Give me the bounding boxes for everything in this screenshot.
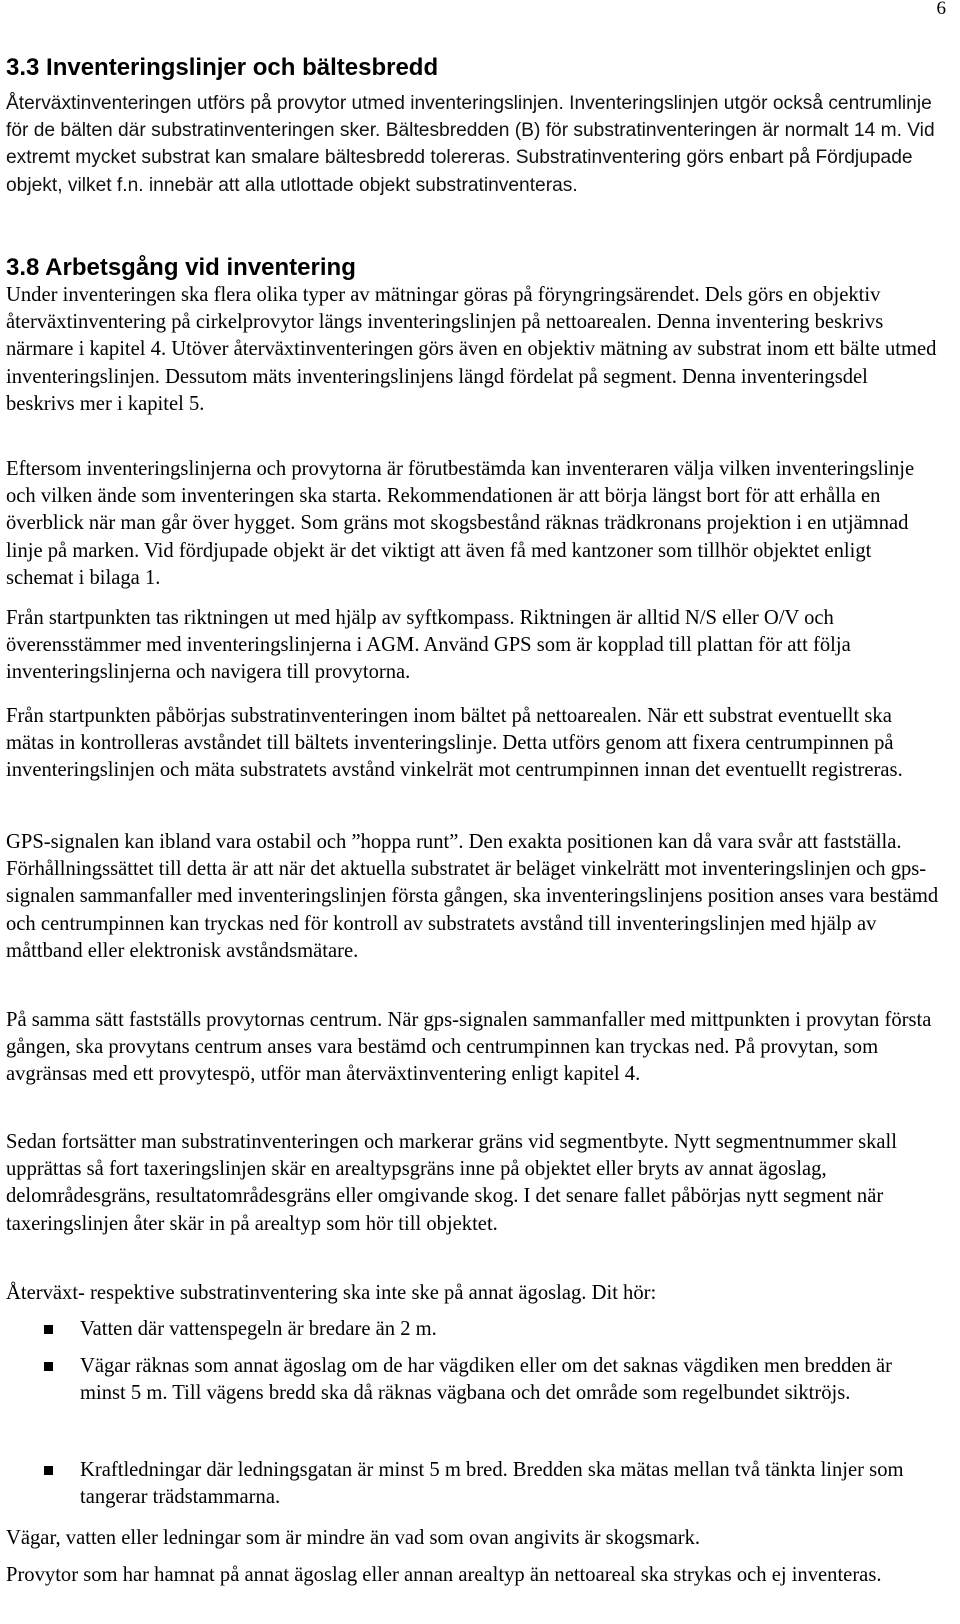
list-item bbox=[6, 1457, 941, 1511]
section-heading-3-8: 3.8 Arbetsgång vid inventering bbox=[6, 254, 356, 281]
list-item-text: Vägar räknas som annat ägoslag om de har vägdiken eller om det saknas vägdiken men bredden är minst 5 m. Till vägens bredd ska då räknas vägbana och det område som regelbundet siktröjs. bbox=[80, 1355, 893, 1405]
paragraph: På samma sätt fastställs provytornas centrum. När gps-signalen sammanfaller med mittpunkten i provytan första gången, ska provytans centrum anses vara bestämd och centrumpinnen kan tryckas ned. På provytan, som avgränsas med ett provytespö, utför man återväxtinventering enligt kapitel 4. bbox=[6, 1009, 932, 1086]
paragraph: Från startpunkten tas riktningen ut med hjälp av syftkompass. Riktningen är alltid N/S eller O/V och överensstämmer med inventeringslinjerna i AGM. Använd GPS som är kopplad till plattan för att följa inventeringslinjerna och navigera till provytorna. bbox=[6, 607, 851, 684]
paragraph: Återväxtinventeringen utförs på provytor utmed inventeringslinjen. Inventeringslinjen utgör också centrumlinje för de bälten där substratinventeringen sker. Bältesbredden (B) för substratinventeringen är normalt 14 m. Vid extremt mycket substrat kan smalare bältesbredd tolereras. Substratinventering görs enbart på Fördjupade objekt, vilket f.n. innebär att alla utlottade objekt substratinventeras. bbox=[6, 93, 935, 196]
paragraph: GPS-signalen kan ibland vara ostabil och ”hoppa runt”. Den exakta positionen kan då vara svår att fastställa. Förhållningssättet till detta är att när det aktuella substratet är beläget vinkelrätt mot inventeringslinjen och gps-signalen sammanfaller med inventeringslinjen första gången, ska inventeringslinjens position anses vara bestämd och centrumpinnen kan tryckas ned för kontroll av substratets avstånd till inventeringslinjen med hjälp av måttband eller elektronisk avståndsmätare. bbox=[6, 831, 939, 962]
paragraph: Vägar, vatten eller ledningar som är mindre än vad som ovan angivits är skogsmark. bbox=[6, 1527, 701, 1549]
page-number: 6 bbox=[936, 0, 946, 19]
paragraph: Provytor som har hamnat på annat ägoslag eller annan arealtyp än nettoareal ska strykas och ej inventeras. bbox=[6, 1564, 882, 1586]
paragraph: Sedan fortsätter man substratinventeringen och markerar gräns vid segmentbyte. Nytt segmentnummer skall upprättas så fort taxeringslinjen skär en arealtypsgräns inne på objektet eller bryts av annat ägoslag, delområdesgräns, resultatområdesgräns eller omgivande skog. I det senare fallet påbörjas nytt segment när taxeringslinjen åter skär in på arealtyp som hör till objektet. bbox=[6, 1131, 898, 1235]
list-item-text: Kraftledningar där ledningsgatan är minst 5 m bred. Bredden ska mätas mellan två tänkta linjer som tangerar trädstammarna. bbox=[80, 1459, 904, 1509]
paragraph: Eftersom inventeringslinjerna och provytorna är förutbestämda kan inventeraren välja vilken inventeringslinje och vilken ände som inventeringen ska starta. Rekommendationen är att börja längst bort för att erhålla en överblick när man går över hygget. Som gräns mot skogsbestånd räknas trädkronans projektion i en utjämnad linje på marken. Vid fördjupade objekt är det viktigt att även få med kantzoner som tillhör objektet enligt schemat i bilaga 1. bbox=[6, 458, 915, 589]
square-bullet-icon bbox=[44, 1362, 53, 1371]
section-heading-3-3: 3.3 Inventeringslinjer och bältesbredd bbox=[6, 54, 439, 81]
square-bullet-icon bbox=[44, 1325, 53, 1334]
paragraph: Från startpunkten påbörjas substratinventeringen inom bältet på nettoarealen. När ett substrat eventuellt ska mätas in kontrolleras avståndet till bältets inventeringslinje. Detta utförs genom att fixera centrumpinnen på inventeringslinjen och mäta substratets avstånd vinkelrät mot centrumpinnen innan det eventuellt registreras. bbox=[6, 705, 903, 782]
paragraph: Under inventeringen ska flera olika typer av mätningar göras på föryngringsärendet. Dels görs en objektiv återväxtinventering på cirkelprovytor längs inventeringslinjen på nettoarealen. Denna inventering beskrivs närmare i kapitel 4. Utöver återväxtinventeringen görs även en objektiv mätning av substrat inom ett bälte utmed inventeringslinjen. Dessutom mäts inventeringslinjens längd fördelat på segment. Denna inventeringsdel beskrivs mer i kapitel 5. bbox=[6, 284, 937, 415]
list-item bbox=[6, 1316, 941, 1343]
list-item bbox=[6, 1353, 941, 1407]
list-item-text: Vatten där vattenspegeln är bredare än 2 m. bbox=[80, 1318, 437, 1340]
square-bullet-icon bbox=[44, 1466, 53, 1475]
paragraph: Återväxt- respektive substratinventering ska inte ske på annat ägoslag. Dit hör: bbox=[6, 1282, 657, 1304]
